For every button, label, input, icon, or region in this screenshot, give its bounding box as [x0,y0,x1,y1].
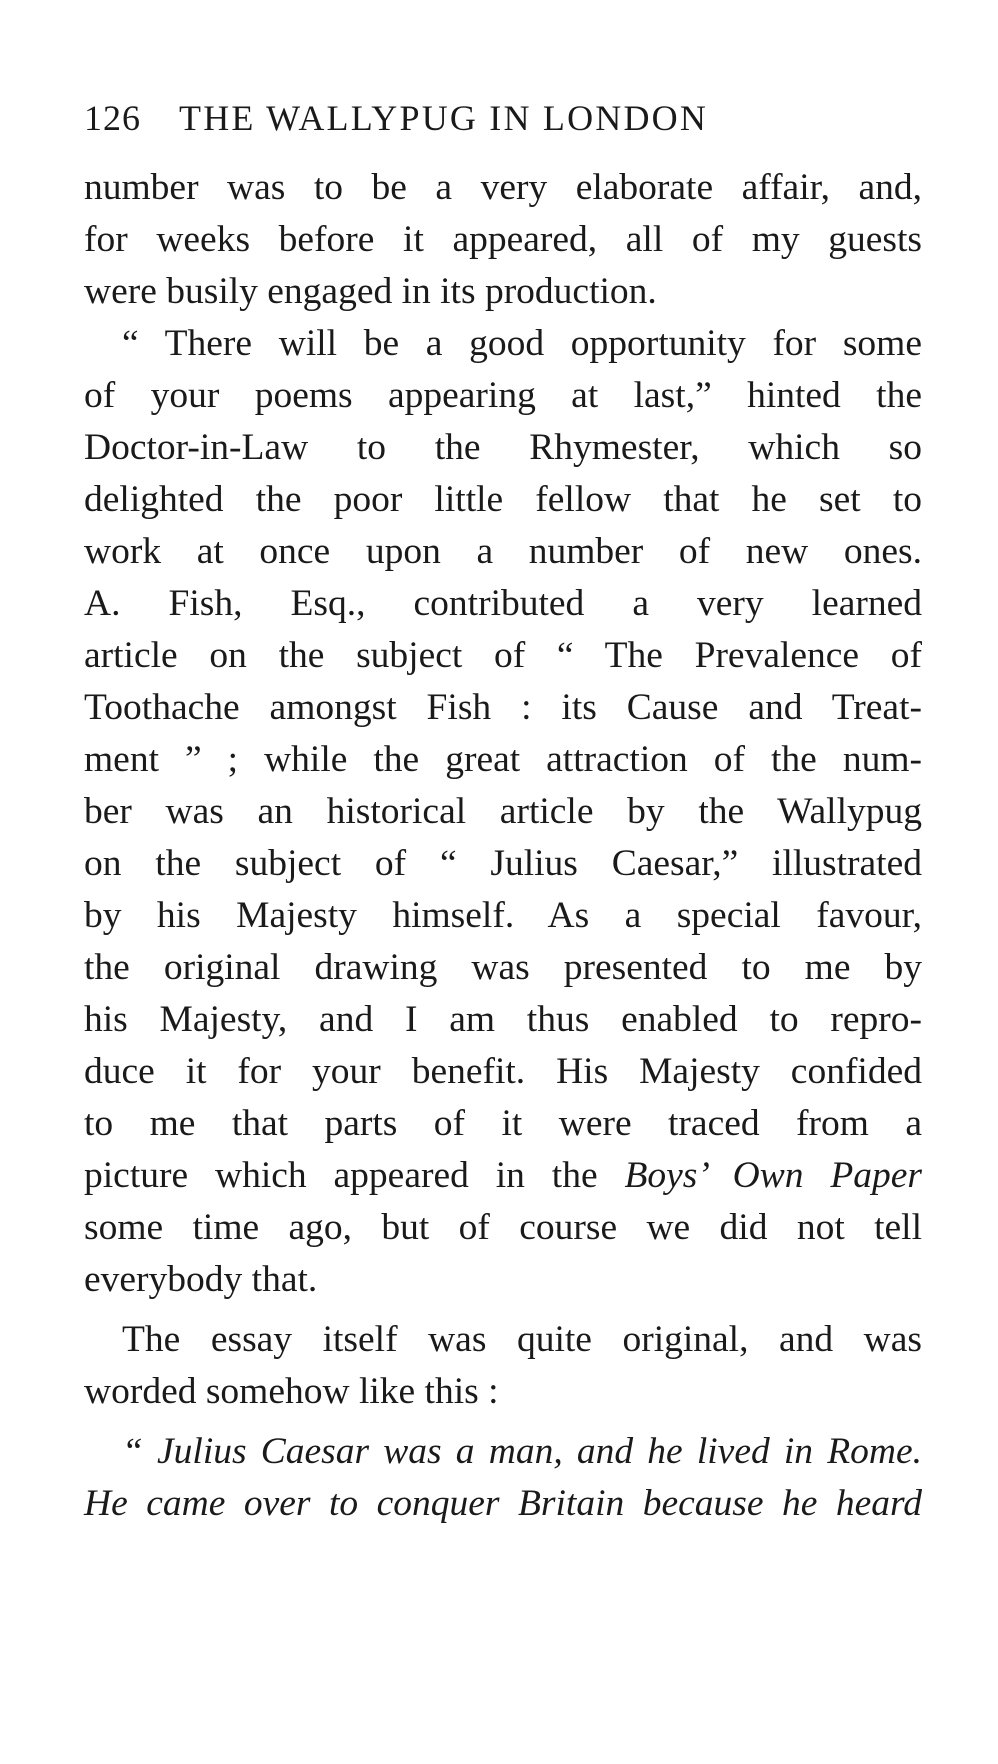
text-line: ber was an historical article by the Wallypug [84,791,922,832]
text-line: Doctor-in-Law to the Rhymester, which so [84,427,922,468]
text-line: delighted the poor little fellow that he set to [84,479,922,520]
text-line: Toothache amongst Fish : its Cause and Treat- [84,687,922,728]
text-line: for weeks before it appeared, all of my guests [84,219,922,260]
text-line: everybody that. [84,1259,318,1300]
paragraph-gap [84,1306,922,1314]
text-line [84,1150,922,1202]
paragraph-3 [84,1314,922,1418]
text-line: some time ago, but of course we did not tell [84,1207,922,1248]
text-line: The essay itself was quite original, and was [122,1319,922,1360]
paragraph-2 [84,318,922,1306]
text-line: worded somehow like this : [84,1371,499,1412]
text-line: ment ” ; while the great attraction of the num- [84,739,922,780]
paragraph-1 [84,162,922,318]
essay-quote [84,1426,922,1530]
quote-line: He came over to conquer Britain because he heard [84,1483,922,1524]
paragraph-gap [84,1418,922,1426]
periodical-title: Boys’ Own Paper [624,1155,922,1196]
text-line: work at once upon a number of new ones. [84,531,922,572]
text-line: number was to be a very elaborate affair, and, [84,167,922,208]
text-line: “ There will be a good opportunity for some [122,323,922,364]
text-line: were busily engaged in its production. [84,271,657,312]
text-line: on the subject of “ Julius Caesar,” illustrated [84,843,922,884]
text-line-prefix: picture which appeared in the [84,1155,625,1196]
page-number: 126 [84,98,141,138]
text-line: article on the subject of “ The Prevalence of [84,635,922,676]
quote-line: “ Julius Caesar was a man, and he lived in Rome. [122,1431,922,1472]
text-line: by his Majesty himself. As a special favour, [84,895,922,936]
running-title: THE WALLYPUG IN LONDON [179,98,709,138]
book-page [84,96,922,1530]
text-line: duce it for your benefit. His Majesty confided [84,1051,922,1092]
text-line: the original drawing was presented to me by [84,947,922,988]
running-head [84,96,922,140]
text-line: his Majesty, and I am thus enabled to repro- [84,999,922,1040]
text-line: of your poems appearing at last,” hinted the [84,375,922,416]
text-line: to me that parts of it were traced from a [84,1103,922,1144]
text-line: A. Fish, Esq., contributed a very learned [84,583,922,624]
